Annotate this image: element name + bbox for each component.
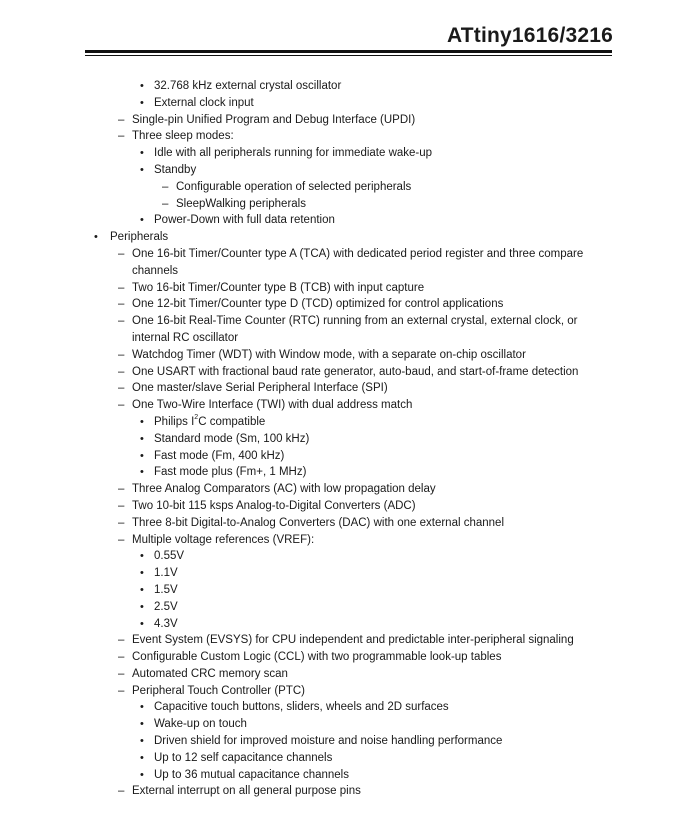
list-item-text: Two 10-bit 115 ksps Analog-to-Digital Converters (ADC) <box>132 499 416 512</box>
dash-marker: – <box>118 533 125 546</box>
list-item <box>0 112 680 129</box>
list-item-text: SleepWalking peripherals <box>176 197 306 210</box>
bullet-marker: • <box>140 718 144 731</box>
list-item <box>0 750 680 767</box>
dash-marker: – <box>118 667 125 680</box>
list-item <box>0 162 680 179</box>
header-rule-thick <box>85 50 612 53</box>
list-item-text <box>154 414 680 431</box>
list-item-text: Idle with all peripherals running for immediate wake-up <box>154 147 433 160</box>
list-item <box>0 128 680 145</box>
list-item-text: Up to 12 self capacitance channels <box>154 751 333 764</box>
bullet-marker: • <box>140 550 144 563</box>
list-item-text: Watchdog Timer (WDT) with Window mode, with a separate on-chip oscillator <box>132 348 526 361</box>
dash-marker: – <box>162 197 169 210</box>
list-item-text: Multiple voltage references (VREF): <box>132 533 315 546</box>
list-item-text: 1.1V <box>154 567 178 580</box>
list-item <box>0 95 680 112</box>
list-item-text: Two 16-bit Timer/Counter type B (TCB) with input capture <box>132 281 425 294</box>
list-item-text: 32.768 kHz external crystal oscillator <box>154 80 342 92</box>
bullet-marker: • <box>140 583 144 596</box>
list-item <box>0 313 680 347</box>
dash-marker: – <box>118 382 125 395</box>
dash-marker: – <box>118 130 125 143</box>
list-item-text: Up to 36 mutual capacitance channels <box>154 768 349 781</box>
list-item-text: One 12-bit Timer/Counter type D (TCD) optimized for control applications <box>132 298 504 311</box>
list-item <box>0 380 680 397</box>
dash-marker: – <box>118 651 125 664</box>
list-item-text: Wake-up on touch <box>154 718 247 731</box>
bullet-marker: • <box>140 214 144 227</box>
list-item <box>0 414 680 431</box>
list-item <box>0 616 680 633</box>
list-item-text: External interrupt on all general purpose pins <box>132 785 361 798</box>
list-item-text: One 16-bit Real-Time Counter (RTC) running from an external crystal, external clock, or internal RC oscillator <box>132 315 578 344</box>
list-item-text: Three Analog Comparators (AC) with low propagation delay <box>132 483 436 496</box>
feature-list <box>0 78 680 800</box>
list-item <box>0 548 680 565</box>
dash-marker: – <box>118 348 125 361</box>
list-item <box>0 767 680 784</box>
dash-marker: – <box>118 684 125 697</box>
list-item <box>0 296 680 313</box>
dash-marker: – <box>118 247 125 260</box>
list-item-text: External clock input <box>154 96 254 109</box>
dash-marker: – <box>118 483 125 496</box>
list-item-text-part: Philips I <box>154 415 195 428</box>
list-item-text: Fast mode (Fm, 400 kHz) <box>154 449 285 462</box>
list-item <box>0 179 680 196</box>
list-item <box>0 599 680 616</box>
list-item <box>0 498 680 515</box>
list-item <box>0 733 680 750</box>
list-item <box>0 145 680 162</box>
superscript: 2 <box>194 414 199 422</box>
list-item-text: One master/slave Serial Peripheral Interface (SPI) <box>132 382 388 395</box>
bullet-marker: • <box>140 449 144 462</box>
bullet-marker: • <box>140 617 144 630</box>
list-item <box>0 716 680 733</box>
list-item-text-part: C compatible <box>198 415 266 428</box>
bullet-marker: • <box>94 231 98 244</box>
list-item <box>0 683 680 700</box>
dash-marker: – <box>118 399 125 412</box>
bullet-marker: • <box>140 600 144 613</box>
bullet-marker: • <box>140 80 144 92</box>
list-item <box>0 448 680 465</box>
list-item-text: 4.3V <box>154 617 178 630</box>
list-item-text: Event System (EVSYS) for CPU independent and predictable inter-peripheral signaling <box>132 634 574 647</box>
list-item-text: Three sleep modes: <box>132 130 234 143</box>
list-item-text: Standby <box>154 163 197 176</box>
list-item-text: One Two-Wire Interface (TWI) with dual address match <box>132 399 413 412</box>
list-item <box>0 515 680 532</box>
bullet-marker: • <box>140 567 144 580</box>
list-item <box>0 212 680 229</box>
list-item-text: 1.5V <box>154 583 178 596</box>
list-item <box>0 196 680 213</box>
list-item-text: Capacitive touch buttons, sliders, wheels and 2D surfaces <box>154 701 449 714</box>
list-item <box>0 364 680 381</box>
list-item <box>0 431 680 448</box>
list-item <box>0 397 680 414</box>
dash-marker: – <box>118 113 125 126</box>
bullet-marker: • <box>140 96 144 109</box>
bullet-marker: • <box>140 735 144 748</box>
dash-marker: – <box>118 499 125 512</box>
header-rule-thin <box>85 55 612 56</box>
list-item <box>0 649 680 666</box>
document-header-title: ATtiny1616/3216 <box>446 24 613 47</box>
bullet-marker: • <box>140 415 144 428</box>
dash-marker: – <box>118 298 125 311</box>
list-item <box>0 229 680 246</box>
list-item <box>0 632 680 649</box>
list-item <box>0 246 680 280</box>
bullet-marker: • <box>140 768 144 781</box>
list-item <box>0 481 680 498</box>
list-item-text: Single-pin Unified Program and Debug Interface (UPDI) <box>132 113 416 126</box>
dash-marker: – <box>118 315 125 328</box>
list-item <box>0 582 680 599</box>
list-item-text: Peripheral Touch Controller (PTC) <box>132 684 305 697</box>
list-item <box>0 280 680 297</box>
list-item <box>0 699 680 716</box>
list-item-text: Automated CRC memory scan <box>132 667 288 680</box>
bullet-marker: • <box>140 751 144 764</box>
list-item <box>0 347 680 364</box>
list-item <box>0 78 680 95</box>
list-item-text: Standard mode (Sm, 100 kHz) <box>154 432 310 445</box>
list-item-text: Configurable operation of selected peripherals <box>176 180 412 193</box>
dash-marker: – <box>118 516 125 529</box>
bullet-marker: • <box>140 432 144 445</box>
list-item <box>0 532 680 549</box>
list-item-text: 0.55V <box>154 550 185 563</box>
dash-marker: – <box>118 281 125 294</box>
dash-marker: – <box>118 365 125 378</box>
bullet-marker: • <box>140 147 144 160</box>
list-item-text: One USART with fractional baud rate generator, auto-baud, and start-of-frame detection <box>132 365 579 378</box>
bullet-marker: • <box>140 466 144 479</box>
list-item <box>0 666 680 683</box>
list-item-text: Peripherals <box>110 231 169 244</box>
list-item-text: One 16-bit Timer/Counter type A (TCA) with dedicated period register and three compare channels <box>132 247 584 277</box>
dash-marker: – <box>162 180 169 193</box>
list-item <box>0 464 680 481</box>
bullet-marker: • <box>140 701 144 714</box>
list-item-text: Driven shield for improved moisture and noise handling performance <box>154 735 503 748</box>
list-item-text: 2.5V <box>154 600 178 613</box>
list-item <box>0 783 680 800</box>
bullet-marker: • <box>140 163 144 176</box>
dash-marker: – <box>118 785 125 798</box>
list-item-text: Power-Down with full data retention <box>154 214 335 227</box>
list-item-text: Three 8-bit Digital-to-Analog Converters (DAC) with one external channel <box>132 516 505 529</box>
list-item <box>0 565 680 582</box>
dash-marker: – <box>118 634 125 647</box>
list-item-text: Configurable Custom Logic (CCL) with two programmable look-up tables <box>132 651 502 664</box>
list-item-text: Fast mode plus (Fm+, 1 MHz) <box>154 466 307 479</box>
